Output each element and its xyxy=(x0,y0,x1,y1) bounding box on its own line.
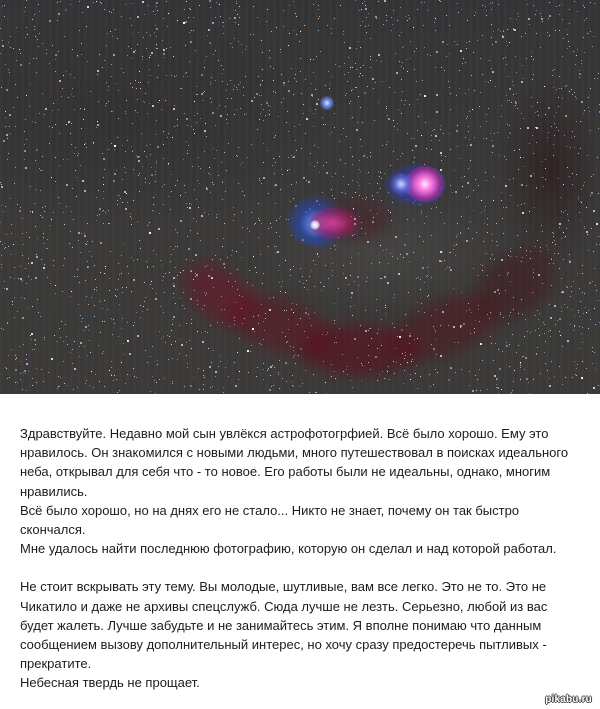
alnitak-star xyxy=(310,220,320,230)
story-line: нравились. xyxy=(20,483,88,499)
story-line: скончался. xyxy=(20,522,86,538)
story-line: Небесная твердь не прощает. xyxy=(20,675,200,691)
bright-blue-star xyxy=(320,96,334,110)
pikabu-watermark: pikabu.ru xyxy=(545,694,592,705)
running-man-nebula xyxy=(390,173,412,195)
story-line: Мне удалось найти последнюю фотографию, которую он сделал и над которой работал. xyxy=(20,541,557,557)
story-text xyxy=(20,424,590,693)
story-line: Здравствуйте. Недавно мой сын увлёкся астрофотогрфией. Всё было хорошо. Ему это xyxy=(20,426,549,441)
story-line: Чикатило и даже не архивы спецслужб. Сюда лучше не лезть. Серьезно, любой из вас xyxy=(20,598,548,614)
story-line: Всё было хорошо, но на днях его не стало... Никто не знает, почему он так быстро xyxy=(20,502,520,518)
story-line: Не стоит вскрывать эту тему. Вы молодые, шутливые, вам все легко. Это не то. Это не xyxy=(20,579,547,595)
story-line: прекратите. xyxy=(20,656,92,672)
paragraph-spacer xyxy=(20,558,590,577)
story-line: неба, открывал для себя что - то новое. Его работы были не идеальны, однако, многим xyxy=(20,464,551,480)
story-line: нравилось. Он знакомился с новыми людьми, много путешествовал в поисках идеального xyxy=(20,445,569,461)
story-line: сообщением вызову дополнительный интерес, но хочу сразу предостеречь пытливых - xyxy=(20,637,547,653)
story-line: будет жалеть. Лучше забудьте и не занимайтесь этим. Я вполне понимаю что данным xyxy=(20,617,542,633)
